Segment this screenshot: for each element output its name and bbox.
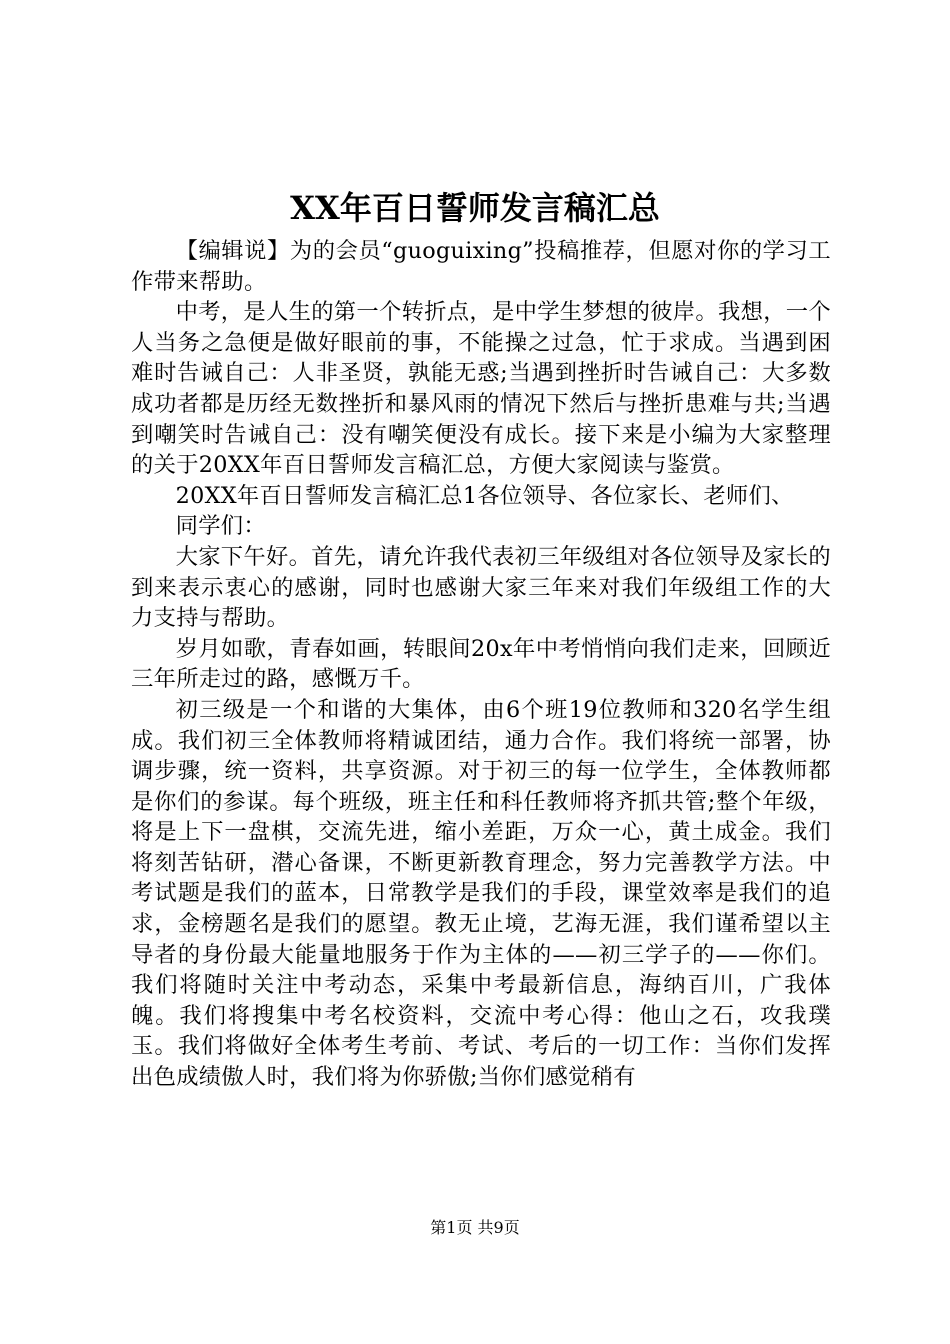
speech-heading-paragraph: 20XX年百日誓师发言稿汇总1各位领导、各位家长、老师们、 [175, 482, 794, 509]
greeting-paragraph: 大家下午好。首先，请允许我代表初三年级组对各位领导及家长的到来表示衷心的感谢，同时也感谢大家三年来对我们年级组工作的大力支持与帮助。 [131, 543, 831, 632]
salutation-paragraph: 同学们： [175, 513, 266, 540]
document-body [131, 236, 831, 1093]
page-number: 第1页 共9页 [430, 1218, 520, 1237]
editor-note-paragraph: 【编辑说】为的会员“guoguixing”投稿推荐，但愿对你的学习工作带来帮助。 [131, 238, 831, 295]
body-paragraph: 初三级是一个和谐的大集体，由6个班19位教师和320名学生组成。我们初三全体教师将精诚团结，通力合作。我们将统一部署，协调步骤，统一资料，共享资源。对于初三的每一位学生，全体教师都是你们的参谋。每个班级，班主任和科任教师将齐抓共管;整个年级，将是上下一盘棋，交流先进，缩小差距，万众一心，黄土成金。我们将刻苦钻研，潜心备课，不断更新教育理念，努力完善教学方法。中考试题是我们的蓝本，日常教学是我们的手段，课堂效率是我们的追求，金榜题名是我们的愿望。教无止境，艺海无涯，我们谨希望以主导者的身份最大能量地服务于作为主体的——初三学子的——你们。我们将随时关注中考动态，采集中考最新信息，海纳百川，广我体魄。我们将搜集中考名校资料，交流中考心得：他山之石，攻我璞玉。我们将做好全体考生考前、考试、考后的一切工作：当你们发挥出色成绩傲人时，我们将为你骄傲;当你们感觉稍有 [131, 696, 831, 1091]
reflection-paragraph: 岁月如歌，青春如画，转眼间20x年中考悄悄向我们走来，回顾近三年所走过的路，感慨万千。 [131, 635, 831, 693]
document-title: XX年百日誓师发言稿汇总 [290, 189, 660, 227]
intro-paragraph: 中考，是人生的第一个转折点，是中学生梦想的彼岸。我想，一个人当务之急便是做好眼前的事，不能操之过急，忙于求成。当遇到困难时告诫自己：人非圣贤，孰能无惑;当遇到挫折时告诫自己：大多数成功者都是历经无数挫折和暴风雨的情况下然后与挫折患难与共;当遇到嘲笑时告诫自己：没有嘲笑便没有成长。接下来是小编为大家整理的关于20XX年百日誓师发言稿汇总，方便大家阅读与鉴赏。 [131, 299, 831, 479]
